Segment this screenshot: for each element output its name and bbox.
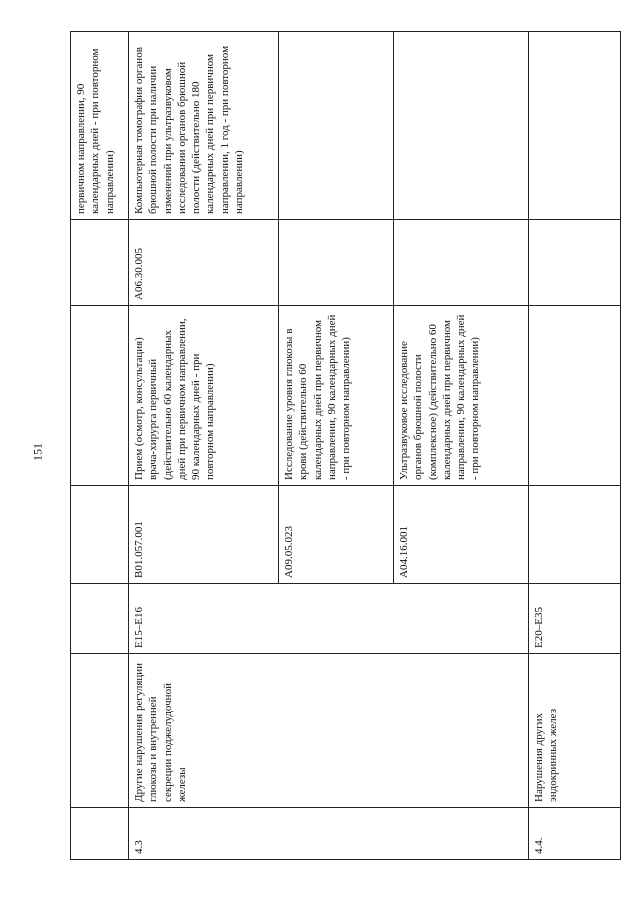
cell-icd	[71, 584, 129, 654]
cell-number: 4.3	[129, 808, 529, 860]
table-area	[70, 32, 620, 860]
cell-service	[529, 306, 621, 486]
table-row	[129, 32, 279, 860]
cell-name: Другие нарушения регуляции глюкозы и внутренней секреции поджелудочной железы	[129, 654, 529, 808]
cell-name	[71, 654, 129, 808]
cell-code-2: A06.30.005	[129, 220, 279, 306]
cell-name: Нарушения других эндокринных желез	[529, 654, 621, 808]
cell-code-2	[71, 220, 129, 306]
cell-service: Исследование уровня глюкозы в крови (действительно 60 календарных дней при первичном направлении, 90 календарных дней - при повторном направлении)	[279, 306, 394, 486]
cell-service-2	[529, 32, 621, 220]
cell-service: Прием (осмотр, консультация) врача-хирурга первичный (действительно 60 календарных дней при первичном направлении, 90 календарных дней - при повторном направлении)	[129, 306, 279, 486]
services-table	[70, 31, 621, 860]
cell-service-2: первичном направлении, 90 календарных дней - при повторном направлении)	[71, 32, 129, 220]
cell-icd: E20–E35	[529, 584, 621, 654]
cell-code: A09.05.023	[279, 486, 394, 584]
table-row	[529, 32, 621, 860]
cell-number	[71, 808, 129, 860]
cell-code	[71, 486, 129, 584]
cell-service-2	[394, 32, 529, 220]
cell-code-2	[394, 220, 529, 306]
cell-code: B01.057.001	[129, 486, 279, 584]
cell-number: 4.4.	[529, 808, 621, 860]
cell-service: Ультразвуковое исследование органов брюшной полости (комплексное) (действительно 60 календарных дней при первичном направлении, 90 календарных дней - при повторном направлении)	[394, 306, 529, 486]
cell-code-2	[529, 220, 621, 306]
cell-code-2	[279, 220, 394, 306]
table-row	[71, 32, 129, 860]
cell-service-2	[279, 32, 394, 220]
page-number: 151	[30, 443, 45, 461]
cell-code: A04.16.001	[394, 486, 529, 584]
cell-service	[71, 306, 129, 486]
rotated-table-container	[70, 32, 620, 860]
cell-icd: E15–E16	[129, 584, 529, 654]
cell-service-2: Компьютерная томография органов брюшной полости при наличии изменений при ультразвуковом исследовании органов брюшной полости (действительно 180 календарных дней при первичном направлении, 1 год - при повторном направлении)	[129, 32, 279, 220]
cell-code	[529, 486, 621, 584]
